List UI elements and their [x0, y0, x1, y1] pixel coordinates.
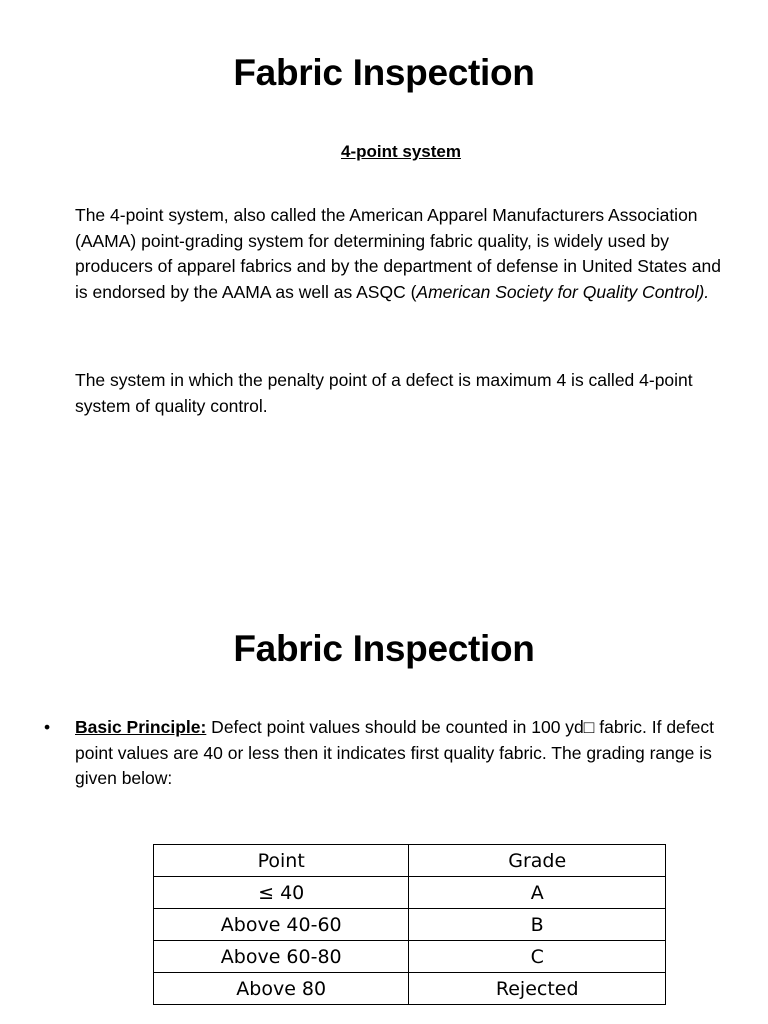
table-header-row [154, 845, 666, 877]
header-grade: Grade [409, 845, 666, 877]
table-row [154, 973, 666, 1005]
basic-principle-text [75, 715, 725, 792]
table-cell-grade: Rejected [409, 973, 666, 1005]
table-cell-grade: B [409, 909, 666, 941]
table-cell-point: Above 40-60 [154, 909, 409, 941]
table-row [154, 877, 666, 909]
header-point: Point [154, 845, 409, 877]
table-cell-point: Above 80 [154, 973, 409, 1005]
basic-principle-body: Defect point values should be counted in 100 yd□ fabric. If defect point values are 40 or less then it indicates first quality fabric. The grading range is given below: [75, 717, 715, 788]
table-row [154, 941, 666, 973]
intro-paragraph-italic: American Society for Quality Control). [416, 281, 710, 302]
bullet-icon: • [44, 717, 51, 737]
table-cell-point: ≤ 40 [154, 877, 409, 909]
table-row [154, 909, 666, 941]
subtitle-4-point-system: 4-point system [341, 142, 461, 161]
slide-2-title: Fabric Inspection [233, 628, 535, 669]
definition-paragraph: The system in which the penalty point of a defect is maximum 4 is called 4-point system of quality control. [75, 370, 693, 416]
grading-table [153, 844, 666, 1005]
table-cell-grade: A [409, 877, 666, 909]
intro-paragraph-text: The 4-point system, also called the American Apparel Manufacturers Association (AAMA) point-grading system for determining fabric quality, is widely used by producers of apparel fabrics and by the department of defense in United States and is endorsed by the AAMA as well as ASQC ( [75, 205, 721, 302]
slide-1-title: Fabric Inspection [233, 52, 535, 93]
table-cell-point: Above 60-80 [154, 941, 409, 973]
table-cell-grade: C [409, 941, 666, 973]
slide-2 [0, 576, 768, 1024]
intro-paragraph [75, 203, 723, 305]
basic-principle-label: Basic Principle: [75, 717, 207, 737]
